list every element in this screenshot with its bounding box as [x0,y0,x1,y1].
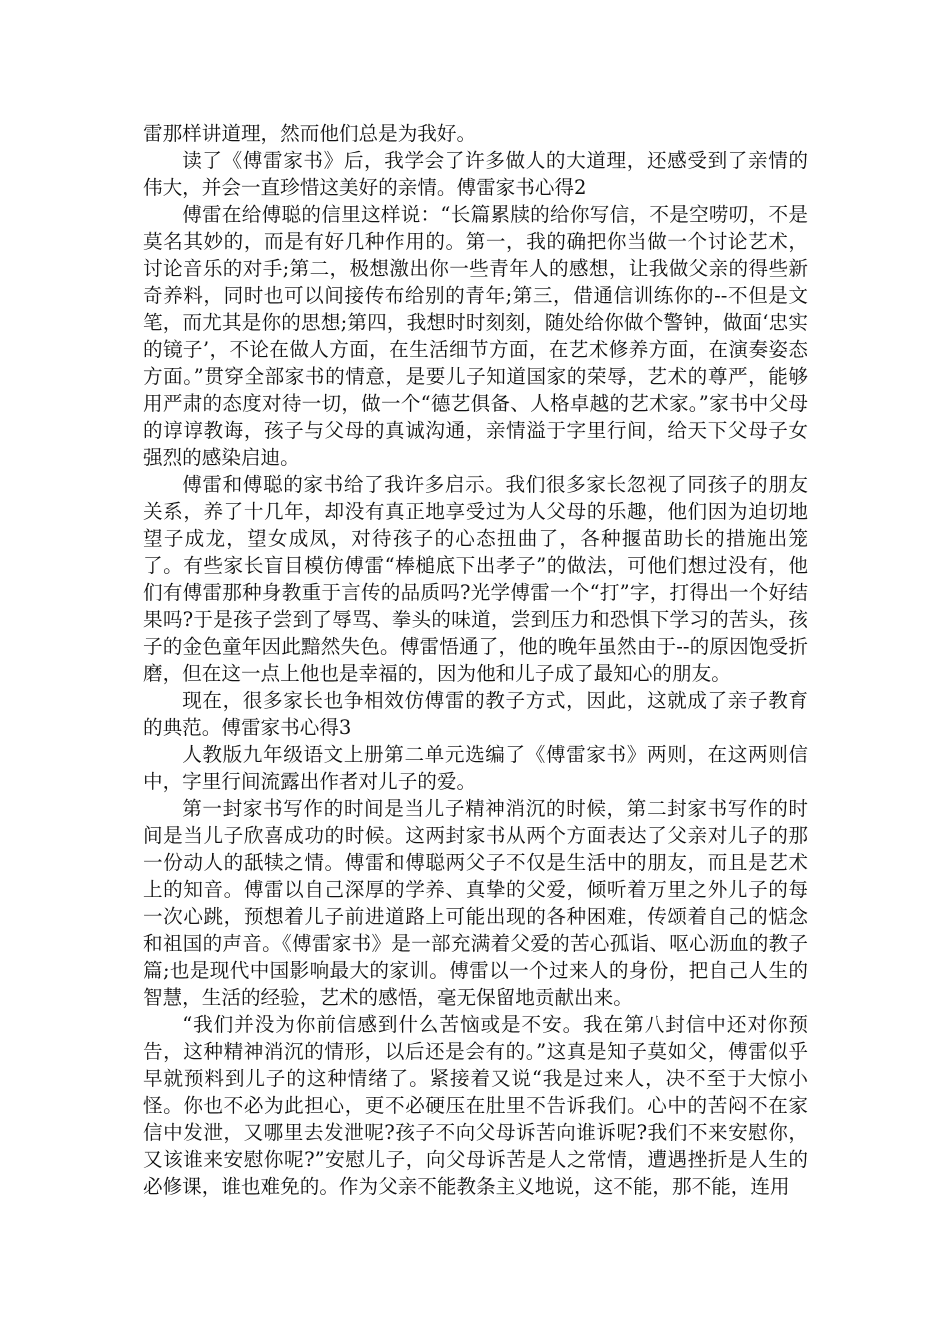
paragraph-7: 第一封家书写作的时间是当儿子精神消沉的时候，第二封家书写作的时间是当儿子欣喜成功的时候。这两封家书从两个方面表达了父亲对儿子的那一份动人的舐犊之情。傅雷和傅聪两父子不仅是生活中的朋友，而且是艺术上的知音。傅雷以自己深厚的学养、真挚的父爱，倾听着万里之外儿子的每一次心跳，预想着儿子前进道路上可能出现的各种困难，传颂着自己的惦念和祖国的声音。《傅雷家书》是一部充满着父爱的苦心孤诣、呕心沥血的教子篇;也是现代中国影响最大的家训。傅雷以一个过来人的身份，把自己人生的智慧，生活的经验，艺术的感悟，毫无保留地贡献出来。 [143,797,808,1009]
document-body [143,120,808,1200]
paragraph-6: 人教版九年级语文上册第二单元选编了《傅雷家书》两则，在这两则信中，字里行间流露出作者对儿子的爱。 [143,743,808,793]
paragraph-2: 读了《傅雷家书》后，我学会了许多做人的大道理，还感受到了亲情的伟大，并会一直珍惜这美好的亲情。傅雷家书心得2 [143,149,808,199]
paragraph-3: 傅雷在给傅聪的信里这样说：“长篇累牍的给你写信，不是空唠叨，不是莫名其妙的，而是有好几种作用的。第一，我的确把你当做一个讨论艺术，讨论音乐的对手;第二，极想激出你一些青年人的感想，让我做父亲的得些新奇养料，同时也可以间接传布给别的青年;第三，借通信训练你的--不但是文笔，而尤其是你的思想;第四，我想时时刻刻，随处给你做个警钟，做面‘忠实的镜子’，不论在做人方面，在生活细节方面，在艺术修养方面，在演奏姿态方面。”贯穿全部家书的情意，是要儿子知道国家的荣辱，艺术的尊严，能够用严肃的态度对待一切，做一个“德艺俱备、人格卓越的艺术家。”家书中父母的谆谆教诲，孩子与父母的真诚沟通，亲情溢于字里行间，给天下父母子女强烈的感染启迪。 [143,203,808,469]
paragraph-5: 现在，很多家长也争相效仿傅雷的教子方式，因此，这就成了亲子教育的典范。傅雷家书心得3 [143,689,808,739]
paragraph-8: “我们并没为你前信感到什么苦恼或是不安。我在第八封信中还对你预告，这种精神消沉的情形，以后还是会有的。”这真是知子莫如父，傅雷似乎早就预料到儿子的这种情绪了。紧接着又说“我是过来人，决不至于大惊小怪。你也不必为此担心，更不必硬压在肚里不告诉我们。心中的苦闷不在家信中发泄，又哪里去发泄呢?孩子不向父母诉苦向谁诉呢?我们不来安慰你，又该谁来安慰你呢?”安慰儿子，向父母诉苦是人之常情，遭遇挫折是人生的必修课，谁也难免的。作为父亲不能教条主义地说，这不能，那不能，连用 [143,1013,808,1198]
paragraph-4: 傅雷和傅聪的家书给了我许多启示。我们很多家长忽视了同孩子的朋友关系，养了十几年，却没有真正地享受过为人父母的乐趣，他们因为迫切地望子成龙，望女成凤，对待孩子的心态扭曲了，各种揠苗助长的措施出笼了。有些家长盲目模仿傅雷“棒槌底下出孝子”的做法，可他们想过没有，他们有傅雷那种身教重于言传的品质吗?光学傅雷一个“打”字，打得出一个好结果吗?于是孩子尝到了辱骂、拳头的味道，尝到压力和恐惧下学习的苦头，孩子的金色童年因此黯然失色。傅雷悟通了，他的晚年虽然由于--的原因饱受折磨，但在这一点上他也是幸福的，因为他和儿子成了最知心的朋友。 [143,473,808,685]
paragraph-1: 雷那样讲道理，然而他们总是为我好。 [143,122,477,145]
